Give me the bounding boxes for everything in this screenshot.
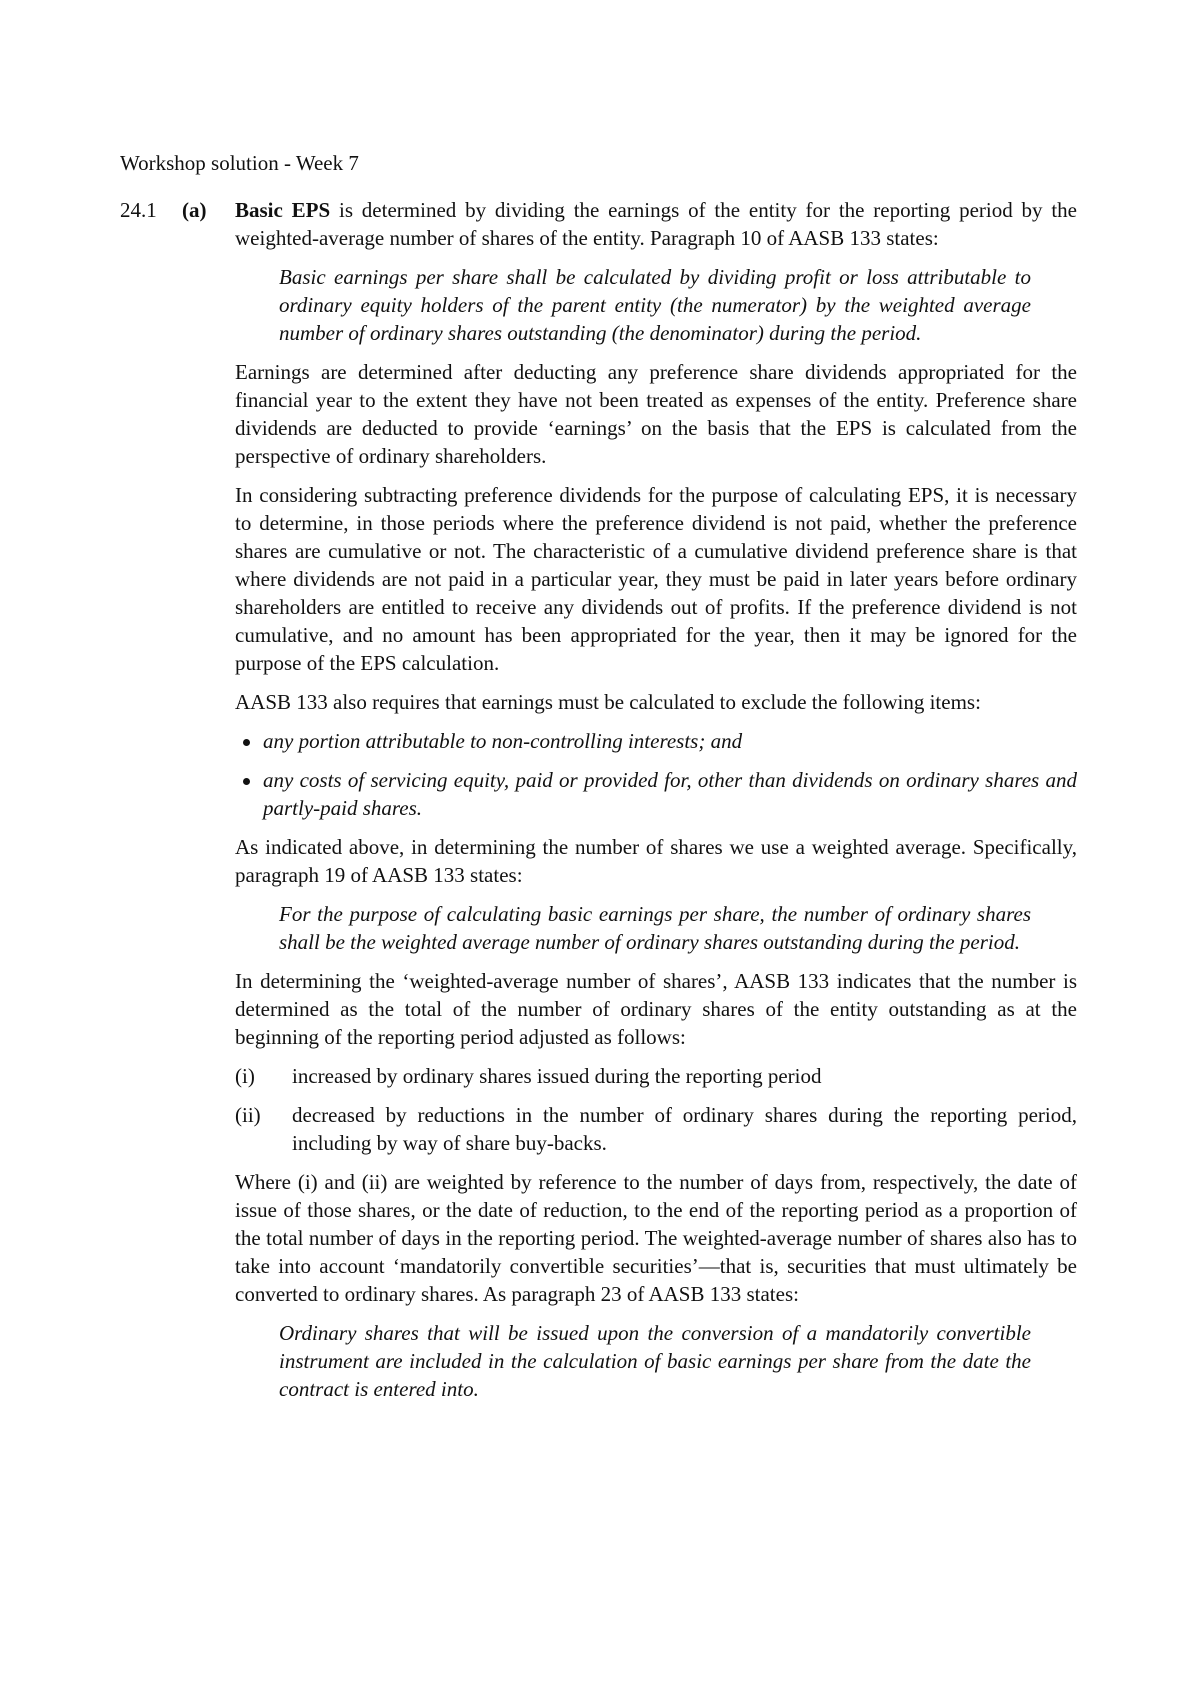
list-item [235, 1101, 1077, 1157]
list-item [235, 727, 1077, 755]
list-marker: (ii) [235, 1103, 261, 1127]
intro-text: is determined by dividing the earnings of the entity for the reporting period by the weighted-average number of shares of the entity. Paragraph 10 of AASB 133 states: [235, 198, 1077, 250]
bullet-icon [243, 739, 250, 746]
list-item-text: increased by ordinary shares issued during the reporting period [292, 1064, 822, 1088]
bullet-icon [243, 778, 250, 785]
list-item [235, 766, 1077, 822]
answer-body [235, 196, 1077, 1414]
list-item-text: any costs of servicing equity, paid or provided for, other than dividends on ordinary shares and partly-paid shares. [263, 768, 1077, 820]
question-number: 24.1 [120, 198, 157, 222]
indicated-paragraph: As indicated above, in determining the number of shares we use a weighted average. Specifically, paragraph 19 of AASB 133 states: [235, 835, 1077, 887]
list-item-text: any portion attributable to non-controlling interests; and [263, 729, 743, 753]
earnings-paragraph: Earnings are determined after deducting any preference share dividends appropriated for the financial year to the extent they have not been treated as expenses of the entity. Preference share dividends are deducted to provide ‘earnings’ on the basis that the EPS is calculated from the perspective of ordinary shareholders. [235, 360, 1077, 468]
determining-paragraph: In determining the ‘weighted-average number of shares’, AASB 133 indicates that the number is determined as the total of the number of ordinary shares of the entity outstanding as at the beginning of the reporting period adjusted as follows: [235, 969, 1077, 1049]
intro-bold-lead: Basic EPS [235, 198, 331, 222]
quote-paragraph-10: Basic earnings per share shall be calculated by dividing profit or loss attributable to ordinary equity holders of the parent entity (the numerator) by the weighted average number of ordinary shares outstanding (the denominator) during the period. [279, 265, 1031, 345]
list-item [235, 1062, 1077, 1090]
question-part: (a) [182, 198, 207, 222]
quote-paragraph-19: For the purpose of calculating basic earnings per share, the number of ordinary shares shall be the weighted average number of ordinary shares outstanding during the period. [279, 902, 1031, 954]
also-requires-paragraph: AASB 133 also requires that earnings must be calculated to exclude the following items: [235, 690, 981, 714]
exclusion-list [235, 727, 1077, 822]
intro-paragraph [235, 196, 1077, 252]
quote-paragraph-23: Ordinary shares that will be issued upon the conversion of a mandatorily convertible instrument are included in the calculation of basic earnings per share from the date the contract is entered into. [279, 1321, 1031, 1401]
considering-paragraph: In considering subtracting preference dividends for the purpose of calculating EPS, it is necessary to determine, in those periods where the preference dividend is not paid, whether the preference shares are cumulative or not. The characteristic of a cumulative dividend preference share is that where dividends are not paid in a particular year, they must be paid in later years before ordinary shareholders are entitled to receive any dividends out of profits. If the preference dividend is not cumulative, and no amount has been appropriated for the year, then it may be ignored for the purpose of the EPS calculation. [235, 483, 1077, 675]
document-title: Workshop solution - Week 7 [120, 151, 359, 175]
list-item-text: decreased by reductions in the number of ordinary shares during the reporting period, including by way of share buy-backs. [292, 1103, 1077, 1155]
adjustment-list [235, 1062, 1077, 1157]
where-paragraph: Where (i) and (ii) are weighted by reference to the number of days from, respectively, the date of issue of those shares, or the date of reduction, to the end of the reporting period as a proportion of the total number of days in the reporting period. The weighted-average number of shares also has to take into account ‘mandatorily convertible securities’—that is, securities that must ultimately be converted to ordinary shares. As paragraph 23 of AASB 133 states: [235, 1170, 1077, 1306]
list-marker: (i) [235, 1064, 255, 1088]
